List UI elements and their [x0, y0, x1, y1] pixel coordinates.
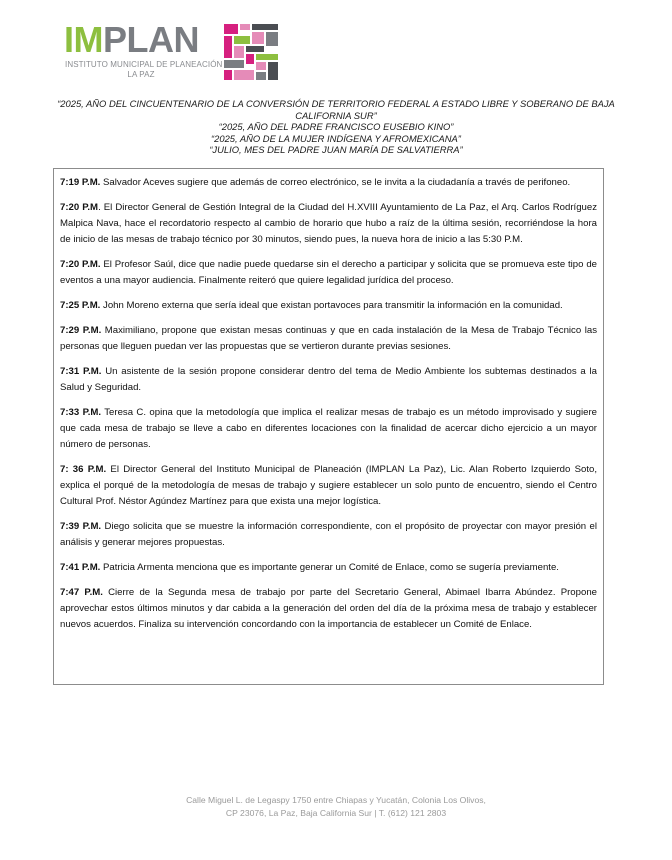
minutes-entry	[60, 175, 597, 191]
entry-text: Patricia Armenta menciona que es importante generar un Comité de Enlace, como se sugería previamente.	[100, 562, 559, 573]
entry-text: Maximiliano, propone que existan mesas continuas y que en cada instalación de la Mesa de Trabajo Técnico las personas que lleguen puedan ver las propuestas que se vertieron durante previas sesiones.	[60, 325, 597, 352]
heading-line: CALIFORNIA SUR”	[295, 109, 377, 121]
logo-word-plan: PLAN	[103, 19, 199, 60]
entry-time: 7:25 P.M.	[60, 300, 101, 311]
implan-logo	[64, 19, 284, 84]
heading-line: “JULIO, MES DEL PADRE JUAN MARÍA DE SALVATIERRA”	[209, 144, 463, 155]
logo-subtitle	[65, 60, 223, 80]
entry-time: 7:47 P.M.	[60, 587, 103, 598]
address-footer	[0, 794, 672, 820]
minutes-entry	[60, 200, 597, 248]
entry-text: John Moreno externa que sería ideal que existan portavoces para transmitir la información en la comunidad.	[100, 300, 563, 311]
minutes-entry	[60, 560, 597, 576]
entry-time: 7:19 P.M.	[60, 177, 101, 188]
entry-time: 7:20 P.M	[60, 202, 99, 213]
logo-wordmark	[64, 19, 199, 60]
entry-time: 7:20 P.M.	[60, 259, 101, 270]
footer-address-line1: Calle Miguel L. de Legaspy 1750 entre Chiapas y Yucatán, Colonia Los Olivos,	[186, 795, 486, 805]
entry-text: Un asistente de la sesión propone considerar dentro del tema de Medio Ambiente los subtemas destinados a la Salud y Seguridad.	[60, 366, 597, 393]
entry-text: El Director General del Instituto Municipal de Planeación (IMPLAN La Paz), Lic. Alan Roberto Izquierdo Soto, explica el porqué de la metodología de mesas de trabajo y sugiere establecer un solo punto de encuentro, siendo el Centro Cultural Prof. Néstor Agúndez Martínez para que exista una mejor logística.	[60, 464, 597, 507]
heading-line: “2025, AÑO DEL CINCUENTENARIO DE LA CONVERSIÓN DE TERRITORIO FEDERAL A ESTADO LIBRE Y SOBERANO DE BAJA	[57, 98, 615, 109]
entry-text: Diego solicita que se muestre la información correspondiente, con el propósito de proyectar con mayor presión el análisis y generar mejores propuestas.	[60, 521, 597, 548]
heading-line: “2025, AÑO DE LA MUJER INDÍGENA Y AFROMEXICANA”	[211, 132, 461, 144]
minutes-entry	[60, 405, 597, 453]
logo-subtitle-line1: INSTITUTO MUNICIPAL DE PLANEACIÓN	[65, 60, 223, 69]
logo-subtitle-line2: LA PAZ	[127, 70, 155, 79]
entry-time: 7:29 P.M.	[60, 325, 102, 336]
entry-text: Teresa C. opina que la metodología que implica el realizar mesas de trabajo es un método improvisado y sugiere que cada mesa de trabajo se lleve a cabo en diferentes locaciones con la finalidad de acercar dicho ejercicio a un mayor número de personas.	[60, 407, 597, 450]
minutes-entry	[60, 585, 597, 633]
entry-time: 7:31 P.M.	[60, 366, 102, 377]
entry-time: 7:41 P.M.	[60, 562, 101, 573]
logo-word-im: IM	[64, 19, 103, 60]
heading-line: “2025, AÑO DEL PADRE FRANCISCO EUSEBIO KINO”	[218, 121, 454, 132]
entry-time: 7: 36 P.M.	[60, 464, 107, 475]
entry-time: 7:39 P.M.	[60, 521, 102, 532]
minutes-box	[53, 168, 604, 685]
minutes-entry	[60, 519, 597, 551]
minutes-entry	[60, 323, 597, 355]
minutes-entry	[60, 364, 597, 396]
entry-text: Salvador Aceves sugiere que además de correo electrónico, se le invita a la ciudadanía a través de perifoneo.	[100, 177, 571, 188]
footer-address-line2: CP 23076, La Paz, Baja California Sur | T. (612) 121 2803	[225, 808, 447, 818]
entry-time: 7:33 P.M.	[60, 407, 102, 418]
official-headings	[40, 98, 632, 156]
minutes-entry	[60, 462, 597, 510]
logo-mosaic-icon	[224, 24, 280, 80]
entry-text: Cierre de la Segunda mesa de trabajo por parte del Secretario General, Abimael Ibarra Abúndez. Propone aprovechar estos últimos minutos y dar cabida a la generación del orden del día de la próxima mesa de trabajo y establecer nuevos acuerdos. Finaliza su intervención concordando con la importancia de establecer un Comité de Enlace.	[60, 587, 597, 630]
entry-text: . El Director General de Gestión Integral de la Ciudad del H.XVIII Ayuntamiento de La Paz, el Arq. Carlos Rodríguez Malpica Nava, hace el recordatorio respecto al cambio de horario que hubo a raíz de la última sesión, recorriéndose la hora de inicio de las mesas de trabajo técnico por 30 minutos, siendo pues, la nueva hora de inicio a las 5:30 P.M.	[60, 202, 597, 245]
minutes-entry	[60, 298, 597, 314]
entry-text: El Profesor Saúl, dice que nadie puede quedarse sin el derecho a participar y solicita que se promueva este tipo de eventos a una mayor audiencia. Finalmente reiteró que quiere legalidad jurídica del proceso.	[60, 259, 597, 286]
minutes-entry	[60, 257, 597, 289]
